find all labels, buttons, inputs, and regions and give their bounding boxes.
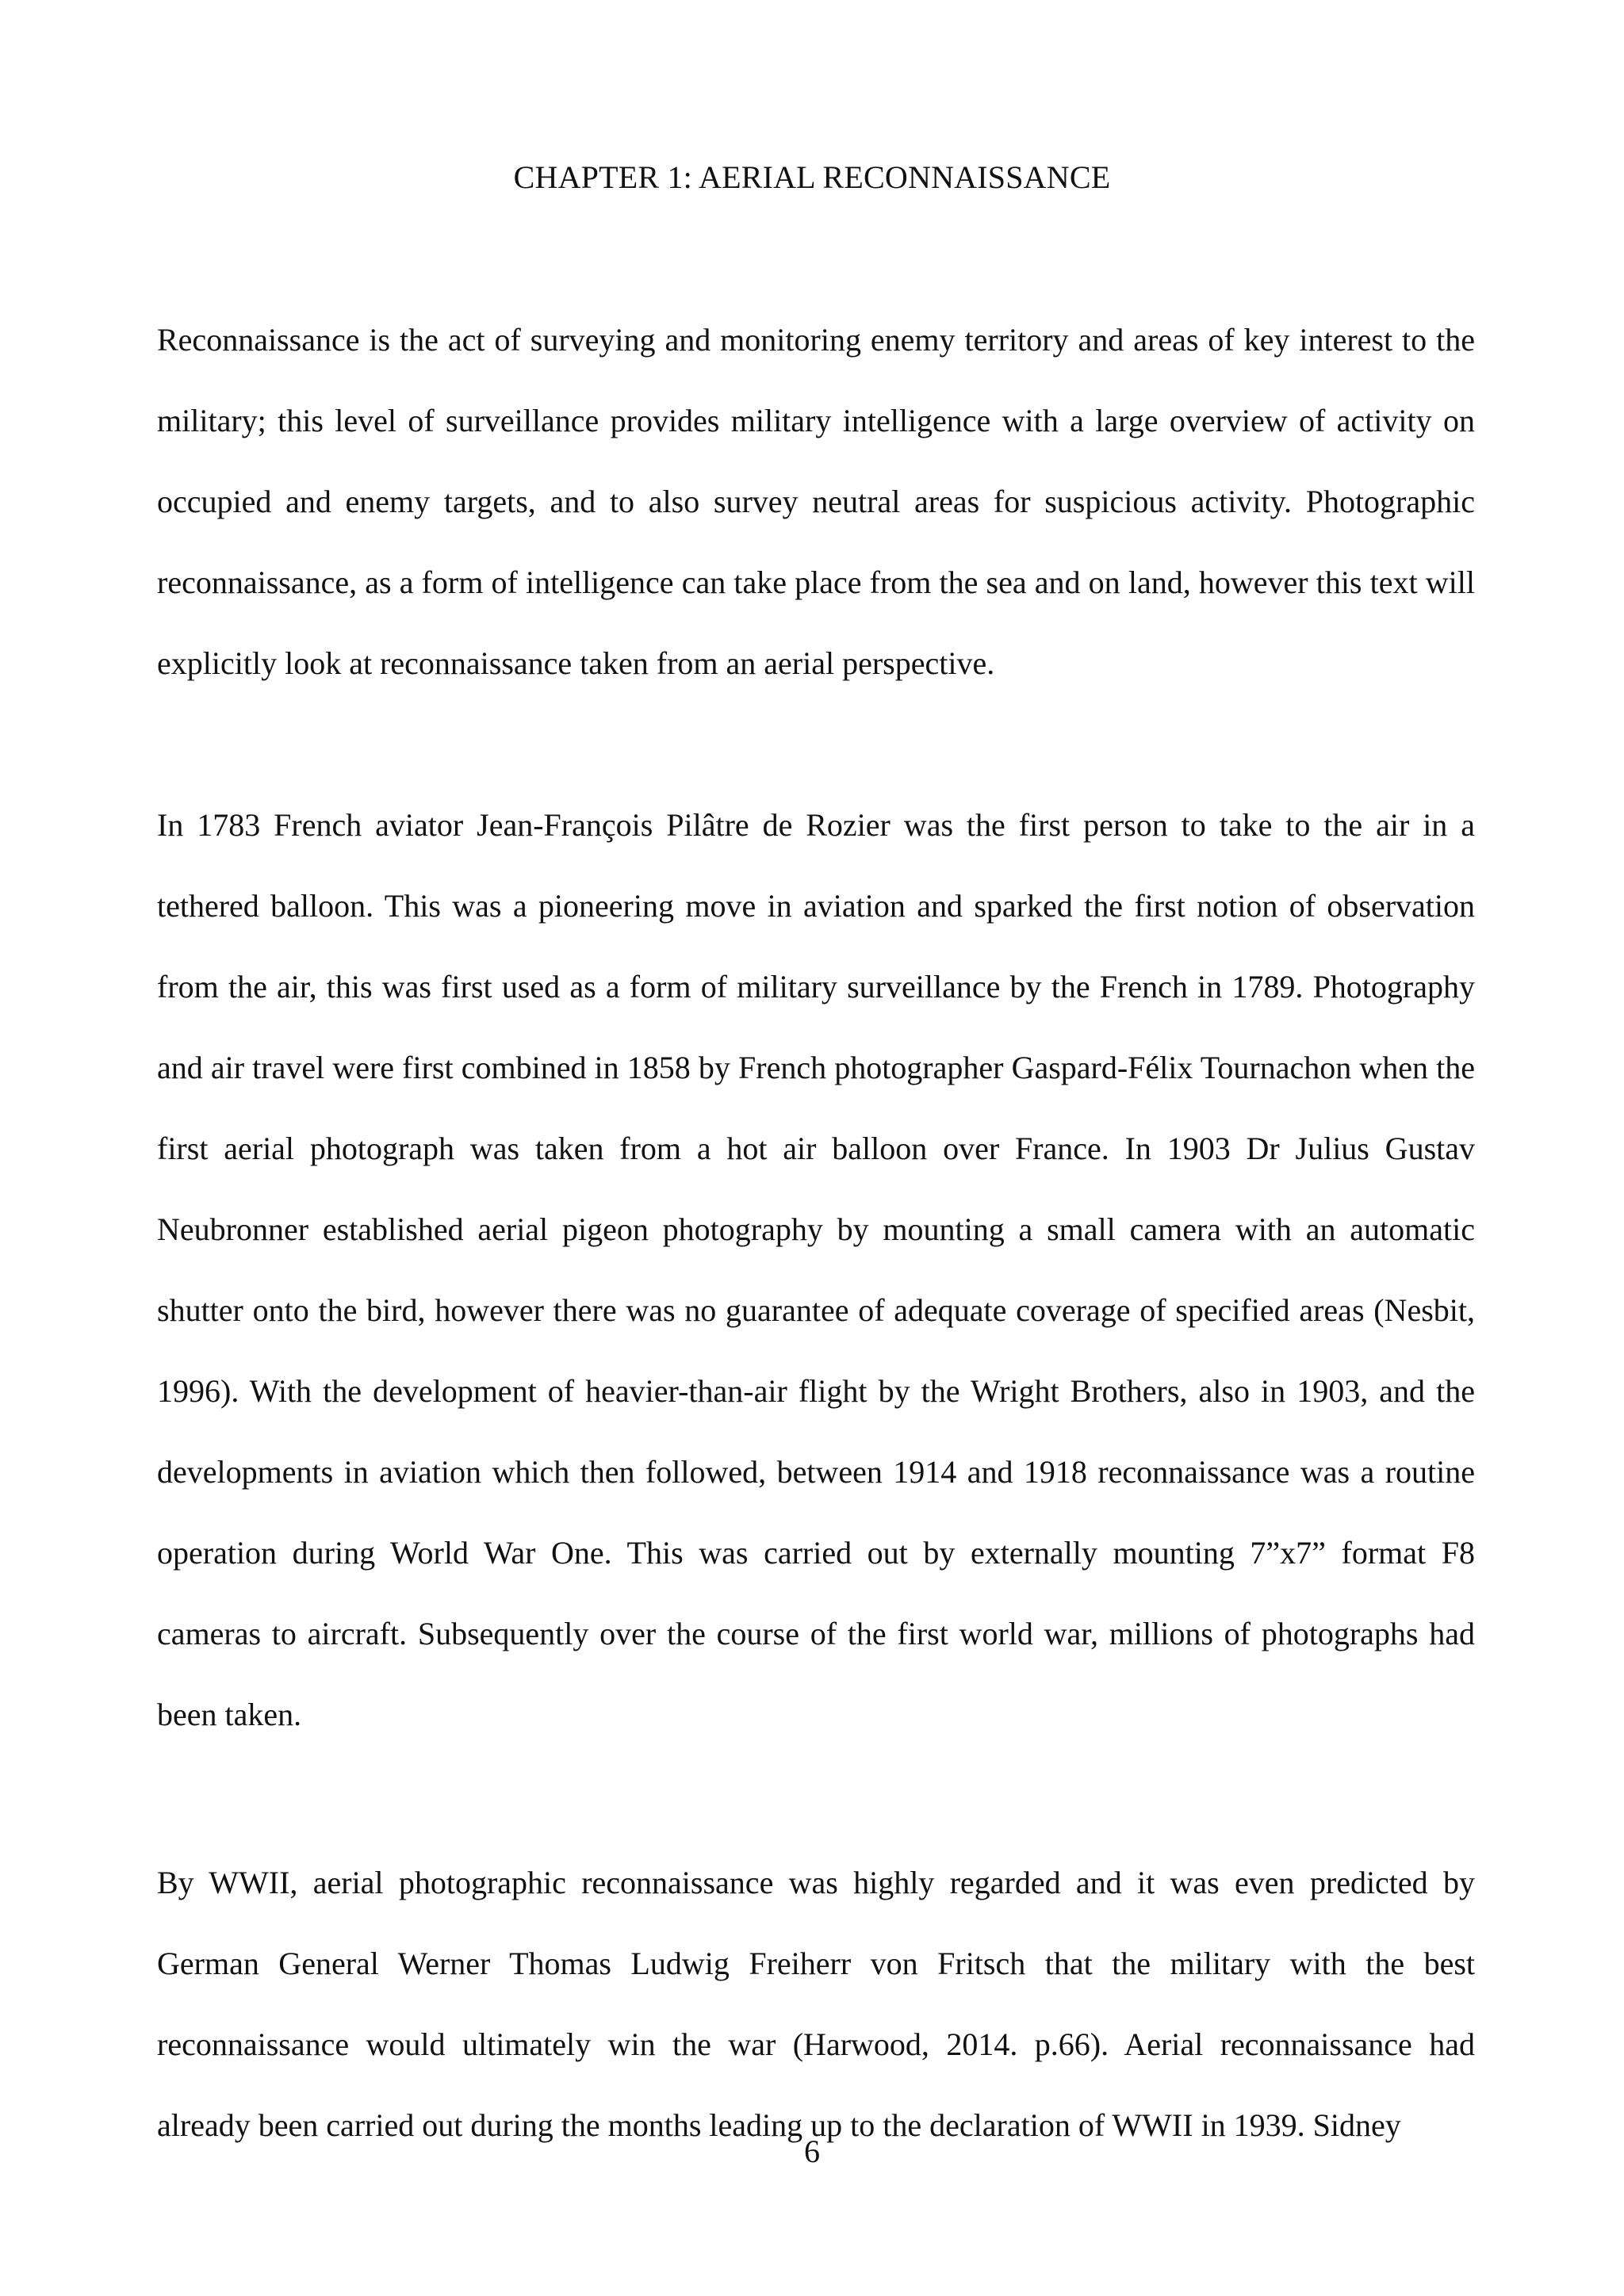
paragraph-1: Reconnaissance is the act of surveying and monitoring enemy territory and areas of key interest to the military; this level of surveillance provides military intelligence with a large overview of activity on occupied and enemy targets, and to also survey neutral areas for suspicious activity. Photographic reconnaissance, as a form of intelligence can take place from the sea and on land, however this text will explicitly look at reconnaissance taken from an aerial perspective. bbox=[157, 322, 1475, 681]
page-number: 6 bbox=[804, 2133, 820, 2169]
paragraph-2: In 1783 French aviator Jean-François Pilâtre de Rozier was the first person to take to the air in a tethered balloon. This was a pioneering move in aviation and sparked the first notion of observation from the air, this was first used as a form of military surveillance by the French in 1789. Photography and air travel were first combined in 1858 by French photographer Gaspard-Félix Tournachon when the first aerial photograph was taken from a hot air balloon over France. In 1903 Dr Julius Gustav Neubronner established aerial pigeon photography by mounting a small camera with an automatic shutter onto the bird, however there was no guarantee of adequate coverage of specified areas (Nesbit, 1996). With the development of heavier-than-air flight by the Wright Brothers, also in 1903, and the developments in aviation which then followed, between 1914 and 1918 reconnaissance was a routine operation during World War One. This was carried out by externally mounting 7”x7” format F8 cameras to aircraft. Subsequently over the course of the first world war, millions of photographs had been taken. bbox=[157, 807, 1475, 1732]
chapter-title: CHAPTER 1: AERIAL RECONNAISSANCE bbox=[513, 159, 1111, 195]
paragraph-3: By WWII, aerial photographic reconnaissance was highly regarded and it was even predicted by German General Werner Thomas Ludwig Freiherr von Fritsch that the military with the best reconnaissance would ultimately win the war (Harwood, 2014. p.66). Aerial reconnaissance had already been carried out during the months leading up to the declaration of WWII in 1939. Sidney bbox=[157, 1865, 1475, 2143]
